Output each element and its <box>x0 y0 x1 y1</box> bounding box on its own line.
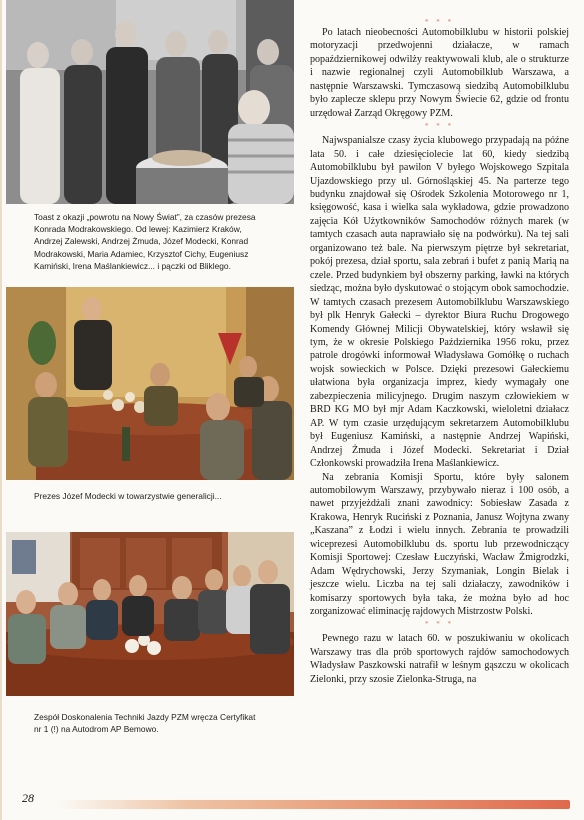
photo-certificate <box>6 532 294 696</box>
paragraph: Na zebrania Komisji Sportu, które były salonem automobilowym Warszawy, przybywało nieraz i 100 osób, a nawet przyjeżdżali znani zawodnicy: Sobiesław Zasada z Krakowa, Henryk Ruciński z Poznania, Janusz Wojtyna zwany „Kaszana” z Łodzi i wielu innych. Zebrania te prowadzili wiceprezesi Automobilklubu ds. sportu lub przewodniczący Komisji Sportowej: Czesław Łuczyński, Wacław Żmigrodzki, Adam Wędrychowski, Jerzy Szymaniak, Longin Bielak i jeszcze wielu. Liczba na tej sali działaczy, zawodników i komisarzy sportowych była taka, że można było ad hoc zorganizować eliminację rajdowych Mistrzostw Polski. <box>310 471 569 618</box>
caption-certificate: Zespół Doskonalenia Techniki Jazdy PZM wręcza Certyfikat nr 1 (!) na Autodrom AP Bemowo. <box>34 712 256 735</box>
paragraph: Po latach nieobecności Automobilklubu w historii polskiej motoryzacji przedwojenni działacze, w ramach popaździernikowej odwilży reaktywowali klub, ale o strukturze i nazwie regionalnej czyli Automobilklub Warszawa, a następnie Warszawski. Tymczasową siedzibą Automobilklubu było zaplecze sklepu przy Nowym Świecie 62, gdzie od frontu urzędował Zarząd Okręgowy PZM. <box>310 27 569 119</box>
caption-generals: Prezes Józef Modecki w towarzystwie generalicji... <box>34 491 222 501</box>
page-number: 28 <box>22 791 34 805</box>
paragraph: Najwspanialsze czasy życia klubowego przypadają na późne lata 50. i całe dziesięciolecie lat 60, kiedy siedzibą Automobilklubu był pawilon V byłego Wojskowego Szpitala Ujazdowskiego przy ul. Górnośląskiej 45. Na parterze tego budynku znajdował się Ośrodek Szkolenia Motorowego nr 1, księgowość, kasa i wielka sala wykładowa, gdzie prowadzono zajęcia Kół Użytkowników Samochodów różnych marek (w tamtych czasach auta naprawiało się na podwórku). Na tej sali organizowano też bale. Na pierwszym piętrze był sekretariat, pokój prezesa, dział sportu, sala zebrań i bufet z panią Marią na czele. Przed budynkiem był obszerny parking, ławki na których siedząc, można było dyskutować o stojącym obok samochodzie. W tamtych czasach prezesem Automobilklubu Warszawskiego był plk Henryk Gałecki – dyrektor Biura Ruchu Drogowego Komendy Głównej Milicji Obywatelskiej, który wsławił się tym, że w okresie Polskiego Października 1956 roku, przez patrole drogówki informował Władysława Gomółkę o ruchach wojsk sowieckich w Polsce. Dzięki prezesowi Gałeckiemu ułatwiona była organizacja imprez, kiedy wymagały one zabezpieczenia milicyjnego. Drugim naszym człowiekiem w BRD KG MO był mjr Adam Kaczkowski, wieloletni działacz AP. W tym czasie urzędującym sekretarzem Automobilklubu był Eugeniusz Kamiński, a następnie Andrzej Wapiński, Andrzej Żmuda i Józef Modecki. Sekretariat i Dział Członkowski prowadziła Irena Maślankiewicz. <box>310 135 569 470</box>
footer-rule <box>58 800 570 809</box>
caption-toast: Toast z okazji „powrotu na Nowy Świat”, za czasów prezesa Konrada Modrakowskiego. Od lewej: Kazimierz Kraków, Andrzej Zalewski, Andrzej Żmuda, Józef Modecki, Konrad Modrakowski, Maria Adamiec, Krzysztof Cichy, Eugeniusz Kamiński, Irena Maślankiewicz... i pączki od Bliklego. <box>34 212 256 271</box>
article-text <box>310 26 569 686</box>
section-separator: * * * <box>425 18 454 26</box>
paragraph: Pewnego razu w latach 60. w poszukiwaniu w okolicach Warszawy tras dla prób sportowych rajdów samochodowych Władysław Paszkowski natrafił w leśnym gąszczu w okolicach Zielonki, przy szosie Zielonka-Struga, na <box>310 633 569 685</box>
photo-toast <box>6 0 294 204</box>
photo-generals <box>6 287 294 480</box>
section-separator: * * * <box>425 122 454 131</box>
section-separator: * * * <box>425 620 454 629</box>
page-edge <box>0 0 2 820</box>
